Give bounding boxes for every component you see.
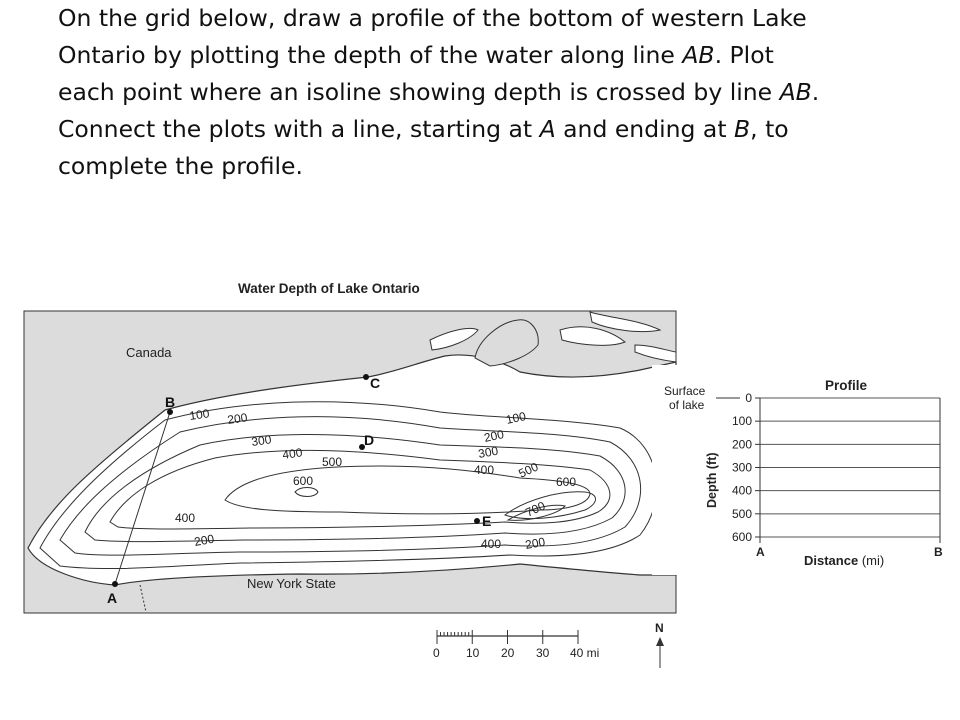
- question-line-5: complete the profile.: [58, 152, 303, 180]
- point-a-marker: [112, 581, 118, 587]
- depth-label: 400: [481, 537, 502, 551]
- depth-label: 200: [524, 534, 547, 552]
- depth-label: 100: [188, 406, 211, 423]
- profile-y-tick-label: 500: [731, 506, 752, 521]
- x-start-label: A: [756, 545, 765, 559]
- point-a-label: A: [107, 590, 118, 606]
- region-new-york: New York State: [247, 576, 336, 591]
- surface-label-2: of lake: [669, 398, 705, 412]
- depth-label: 300: [477, 443, 500, 461]
- x-axis-label-unit: (mi): [858, 553, 885, 568]
- question-line-2b: . Plot: [714, 41, 774, 69]
- question-line-2-em: AB: [682, 41, 715, 69]
- scale-tick-label: 20: [501, 646, 515, 660]
- question-line-3a: each point where an isoline showing depth is crossed by line: [58, 78, 780, 106]
- scale-ticks: [437, 630, 578, 644]
- profile-y-tick-label: 100: [731, 414, 752, 429]
- depth-label: 400: [175, 511, 196, 525]
- scale-tick-label: 40 mi: [570, 646, 600, 660]
- profile-y-tick-label: 300: [731, 460, 752, 475]
- x-end-label: B: [934, 545, 943, 559]
- point-e-marker: [474, 518, 480, 524]
- profile-y-tick-label: 600: [731, 530, 752, 544]
- point-d-label: D: [364, 432, 375, 448]
- map-title: Water Depth of Lake Ontario: [238, 281, 420, 296]
- profile-y-tick-label: 200: [731, 437, 752, 452]
- scale-tick-label: 30: [536, 646, 550, 660]
- depth-label: 700: [523, 498, 548, 520]
- depth-label: 500: [322, 455, 343, 469]
- depth-label: 200: [193, 531, 216, 549]
- profile-y-tick-label: 400: [731, 483, 752, 498]
- x-axis-label: [804, 553, 884, 568]
- question-line-2a: Ontario by plotting the depth of the water along line: [58, 41, 683, 69]
- question-line-4c: , to: [750, 115, 789, 143]
- depth-label: 300: [250, 432, 273, 449]
- point-c-marker: [363, 374, 369, 380]
- depth-label: 100: [504, 409, 528, 427]
- question-line-3-em: AB: [779, 78, 812, 106]
- question-line-4-em1: A: [539, 115, 556, 143]
- region-canada: Canada: [126, 345, 172, 360]
- question-line-4b: and ending at: [555, 115, 735, 143]
- scale-tick-label: 0: [433, 646, 440, 660]
- depth-label: 200: [226, 410, 249, 427]
- x-axis-label-bold: Distance: [804, 553, 859, 568]
- profile-y-tick-label: 0: [745, 391, 752, 405]
- north-arrow-head: [656, 637, 664, 646]
- depth-label: 200: [482, 427, 506, 445]
- north-label: N: [655, 621, 664, 635]
- point-e-label: E: [482, 513, 492, 529]
- point-c-label: C: [370, 375, 381, 391]
- point-b-label: B: [165, 394, 176, 410]
- depth-label: 400: [281, 445, 304, 462]
- question-line-4a: Connect the plots with a line, starting at: [58, 115, 540, 143]
- depth-label: 600: [293, 474, 314, 488]
- y-axis-label: Depth (ft): [705, 452, 719, 508]
- depth-label: 500: [516, 459, 541, 481]
- surface-label-1: Surface: [664, 384, 706, 398]
- question-line-1: On the grid below, draw a profile of the bottom of western Lake: [58, 4, 807, 32]
- question-line-3b: .: [811, 78, 820, 106]
- scale-tick-label: 10: [466, 646, 480, 660]
- depth-label: 600: [556, 475, 577, 489]
- profile-title: Profile: [825, 378, 868, 393]
- depth-label: 400: [474, 463, 495, 477]
- scale-bar: [433, 630, 599, 660]
- question-line-4-em2: B: [734, 115, 751, 143]
- north-arrow: [655, 621, 664, 668]
